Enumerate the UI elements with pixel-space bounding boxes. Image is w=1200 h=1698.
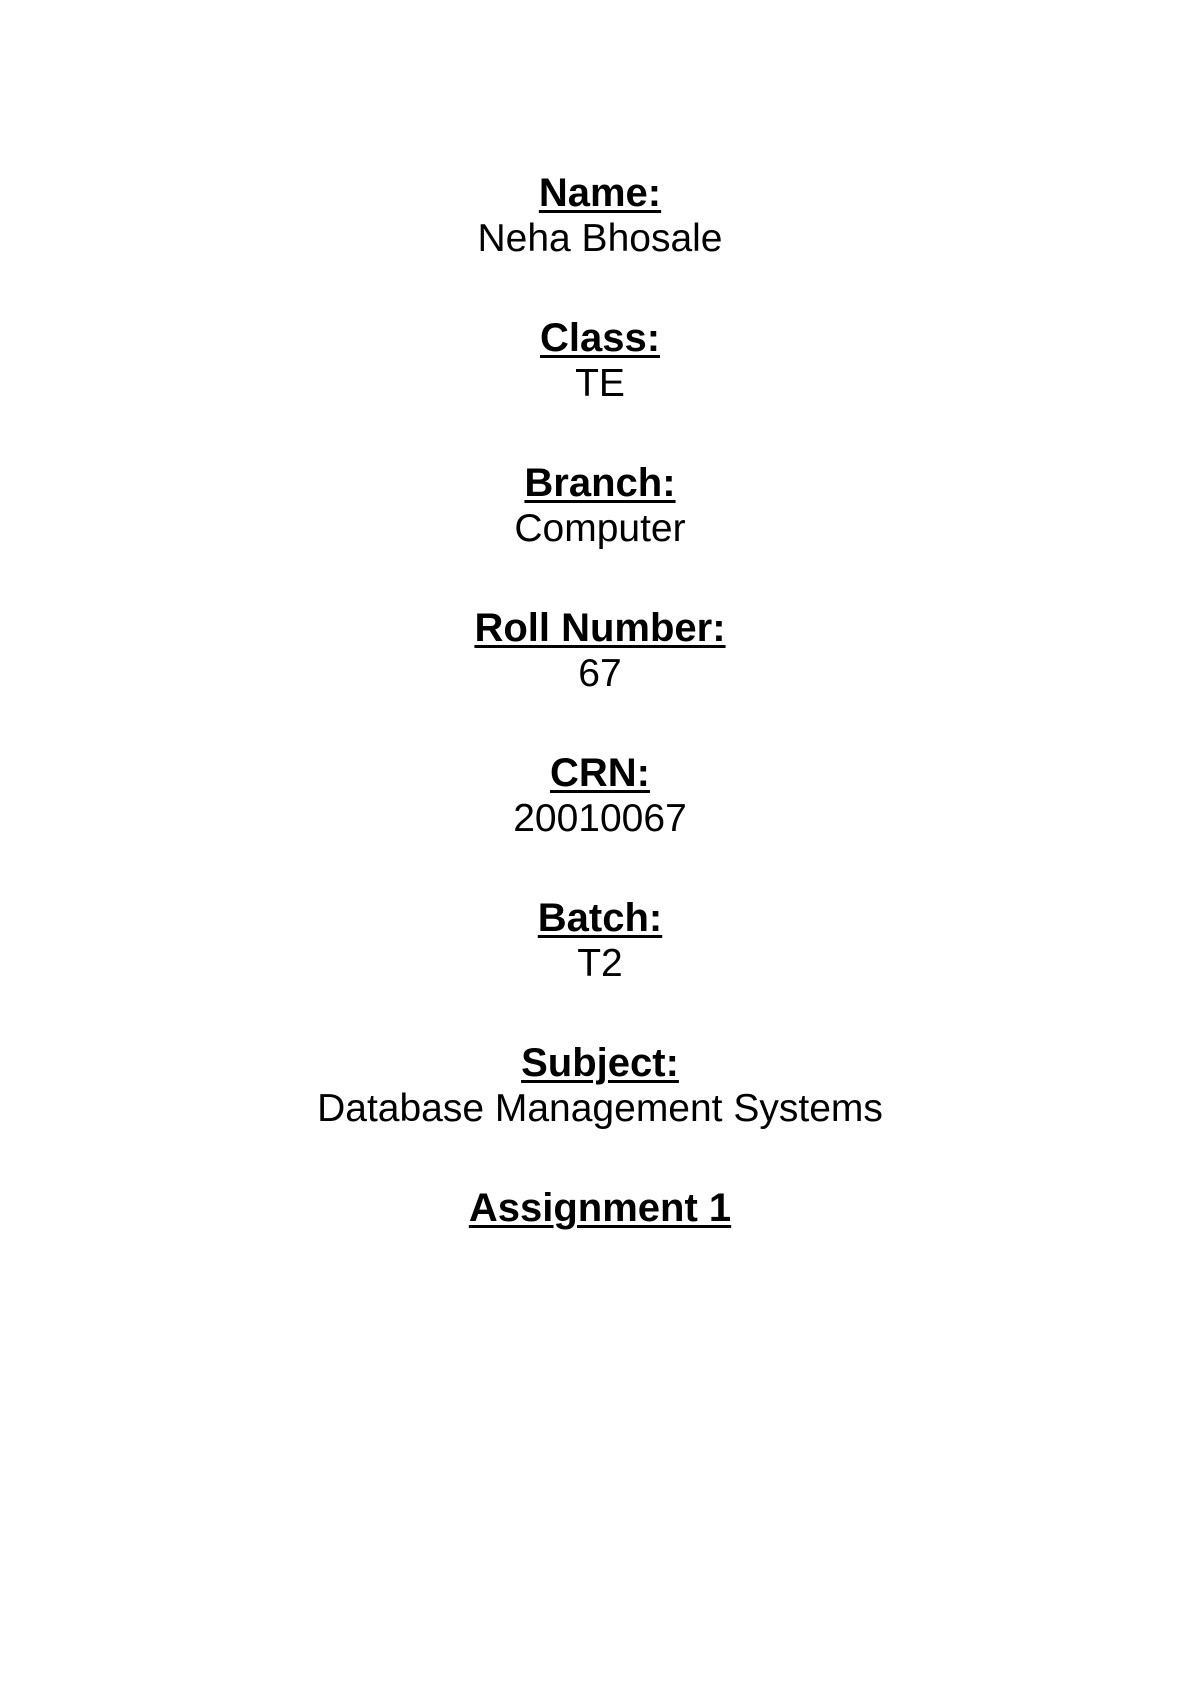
crn-value: 20010067 [513, 797, 687, 840]
name-field [0, 170, 1200, 262]
batch-label: Batch: [537, 896, 663, 940]
assignment-field [0, 1185, 1200, 1231]
subject-label: Subject: [521, 1041, 679, 1085]
class-value: TE [575, 362, 625, 405]
cover-page [0, 170, 1200, 1284]
roll-number-value: 67 [578, 652, 622, 695]
assignment-title: Assignment 1 [468, 1186, 732, 1230]
name-value: Neha Bhosale [477, 217, 723, 260]
subject-value: Database Management Systems [317, 1087, 883, 1130]
batch-field [0, 895, 1200, 987]
batch-value: T2 [577, 942, 623, 985]
name-label: Name: [538, 171, 662, 215]
branch-label: Branch: [524, 461, 676, 505]
branch-field [0, 460, 1200, 552]
crn-label: CRN: [550, 751, 650, 795]
roll-number-field [0, 605, 1200, 697]
class-field [0, 315, 1200, 407]
branch-value: Computer [514, 507, 686, 550]
class-label: Class: [539, 316, 661, 360]
roll-number-label: Roll Number: [474, 606, 726, 650]
crn-field [0, 750, 1200, 842]
subject-field [0, 1040, 1200, 1132]
